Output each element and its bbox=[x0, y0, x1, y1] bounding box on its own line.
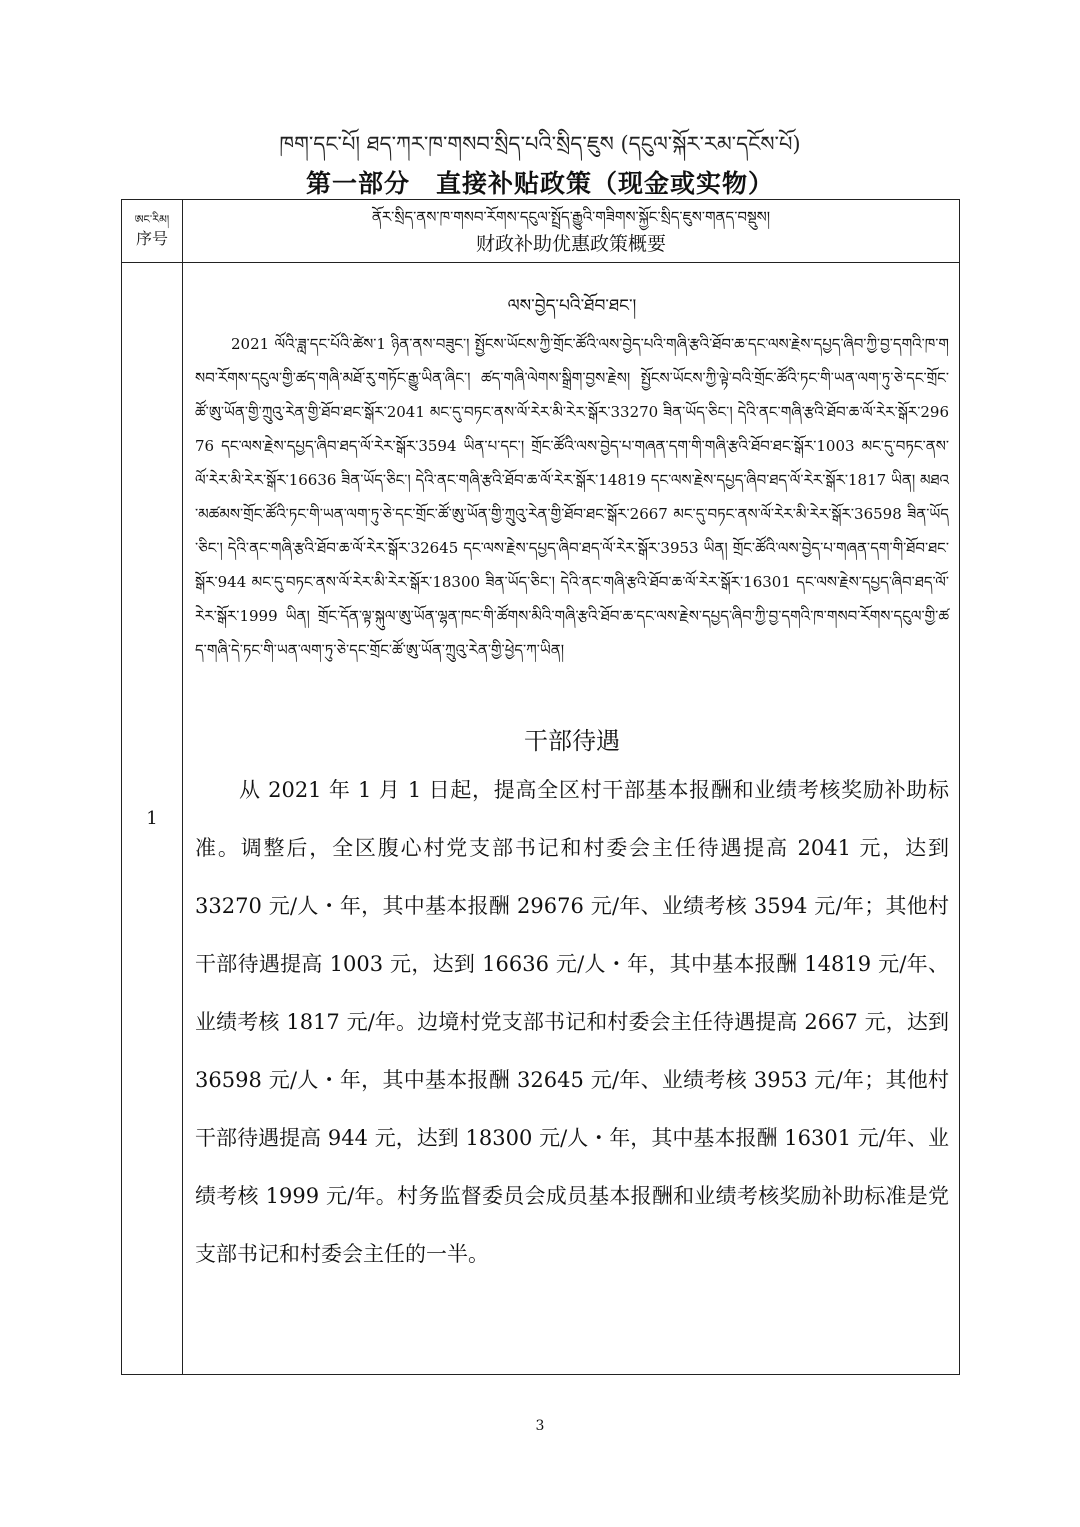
header-summary-cell bbox=[183, 200, 960, 263]
row-number-cell bbox=[122, 263, 183, 1375]
header-summary-chinese: 财政补助优惠政策概要 bbox=[475, 233, 666, 255]
section-heading-chinese: 干部待遇 bbox=[524, 727, 620, 755]
page-title-tibetan: ཁག་དང་པོ། ཐད་ཀར་ཁ་གསབ་སྲིད་པའི་སྲིད་ཇུས (དངུལ་སྐོར་རམ་དངོས་པོ) bbox=[279, 132, 801, 156]
header-summary-tibetan: ནོར་སྲིད་ནས་ཁ་གསབ་རོགས་དངུལ་སྤྲོད་རྒྱུའི་གཟིགས་སྐྱོང་སྲིད་ཇུས་གནད་བསྡུས། bbox=[371, 208, 771, 226]
row-content-cell bbox=[183, 263, 960, 1375]
table-header-row bbox=[122, 200, 960, 263]
policy-table bbox=[121, 199, 960, 1375]
paragraph-chinese: 从 2021 年 1 月 1 日起，提高全区村干部基本报酬和业绩考核奖励补助标准。调整后，全区腹心村党支部书记和村委会主任待遇提高 2041 元，达到 33270 元/人・年，其中基本报酬 29676 元/年、业绩考核 3594 元/年；其他村干部待遇提高 1003 元，达到 16636 元/人・年，其中基本报酬 14819 元/年、业绩考核 1817 元/年。边境村党支部书记和村委会主任待遇提高 2667 元，达到 36598 元/人・年，其中基本报酬 32645 元/年、业绩考核 3953 元/年；其他村干部待遇提高 944 元，达到 18300 元/人・年，其中基本报酬 16301 元/年、业绩考核 1999 元/年。村务监督委员会成员基本报酬和业绩考核奖励补助标准是党支部书记和村委会主任的一半。 bbox=[195, 778, 949, 1266]
table-row bbox=[122, 263, 960, 1375]
row-number: 1 bbox=[146, 808, 158, 829]
page-number: 3 bbox=[535, 1418, 545, 1434]
header-number-chinese: 序号 bbox=[135, 229, 168, 248]
header-number-tibetan: ཨང་རིམ། bbox=[134, 213, 170, 226]
section-heading-tibetan: ལས་བྱེད་པའི་ཐོབ་ཐང་། bbox=[507, 296, 637, 316]
header-number-cell bbox=[122, 200, 183, 263]
page-title-chinese: 第一部分 直接补贴政策（现金或实物） bbox=[305, 169, 774, 198]
paragraph-tibetan: 2021 ལོའི་ཟླ་དང་པོའི་ཚེས་1 ཉིན་ནས་བཟུང་། སྤྱོངས་ཡོངས་ཀྱི་གྲོང་ཚོའི་ལས་བྱེད་པའི་གཞི་རྩའི་ཐོབ་ཆ་དང་ལས་རྗེས་དཔྱད་ཞིབ་ཀྱི་བྱ་དགའི་ཁ་གསབ་རོགས་དངུལ་གྱི་ཚད་གཞི་མཐོ་རུ་གཏོང་རྒྱུ་ཡིན་ཞིང་། ཚད་གཞི་ལེགས་སྒྲིག་བྱས་རྗེས། སྤྱོངས་ཡོངས་ཀྱི་ལྟེ་བའི་གྲོང་ཚོའི་ཏང་གི་ཡན་ལག་ཏུ་ཅེ་དང་གྲོང་ཚོ་ཨུ་ཡོན་གྱི་ཀྲུའུ་རེན་གྱི་ཐོབ་ཐང་སྒོར་2041 མང་དུ་བཏང་ནས་ལོ་རེར་མི་རེར་སྒོར་33270 ཟིན་ཡོད་ཅིང་། དེའི་ནང་གཞི་རྩའི་ཐོབ་ཆ་ལོ་རེར་སྒོར་29676 དང་ལས་རྗེས་དཔྱད་ཞིབ་ཐད་ལོ་རེར་སྒོར་3594 ཡིན་པ་དང་། གྲོང་ཚོའི་ལས་བྱེད་པ་གཞན་དག་གི་གཞི་རྩའི་ཐོབ་ཐང་སྒོར་1003 མང་དུ་བཏང་ནས་ལོ་རེར་མི་རེར་སྒོར་16636 ཟིན་ཡོད་ཅིང་། དེའི་ནང་གཞི་རྩའི་ཐོབ་ཆ་ལོ་རེར་སྒོར་14819 དང་ལས་རྗེས་དཔྱད་ཞིབ་ཐད་ལོ་རེར་སྒོར་1817 ཡིན། མཐའ་མཚམས་གྲོང་ཚོའི་ཏང་གི་ཡན་ལག་ཏུ་ཅེ་དང་གྲོང་ཚོ་ཨུ་ཡོན་གྱི་ཀྲུའུ་རེན་གྱི་ཐོབ་ཐང་སྒོར་2667 མང་དུ་བཏང་ནས་ལོ་རེར་མི་རེར་སྒོར་36598 ཟིན་ཡོད་ཅིང་། དེའི་ནང་གཞི་རྩའི་ཐོབ་ཆ་ལོ་རེར་སྒོར་32645 དང་ལས་རྗེས་དཔྱད་ཞིབ་ཐད་ལོ་རེར་སྒོར་3953 ཡིན། གྲོང་ཚོའི་ལས་བྱེད་པ་གཞན་དག་གི་ཐོབ་ཐང་སྒོར་944 མང་དུ་བཏང་ནས་ལོ་རེར་མི་རེར་སྒོར་18300 ཟིན་ཡོད་ཅིང་། དེའི་ནང་གཞི་རྩའི་ཐོབ་ཆ་ལོ་རེར་སྒོར་16301 དང་ལས་རྗེས་དཔྱད་ཞིབ་ཐད་ལོ་རེར་སྒོར་1999 ཡིན། གྲོང་དོན་ལྟ་སྐུལ་ཨུ་ཡོན་ལྷན་ཁང་གི་ཚོགས་མིའི་གཞི་རྩའི་ཐོབ་ཆ་དང་ལས་རྗེས་དཔྱད་ཞིབ་ཀྱི་བྱ་དགའི་ཁ་གསབ་རོགས་དངུལ་གྱི་ཚད་གཞི་དེ་ཏང་གི་ཡན་ལག་ཏུ་ཅེ་དང་གྲོང་ཚོ་ཨུ་ཡོན་ཀྲུའུ་རེན་གྱི་ཕྱེད་ཀ་ཡིན། bbox=[195, 335, 949, 659]
